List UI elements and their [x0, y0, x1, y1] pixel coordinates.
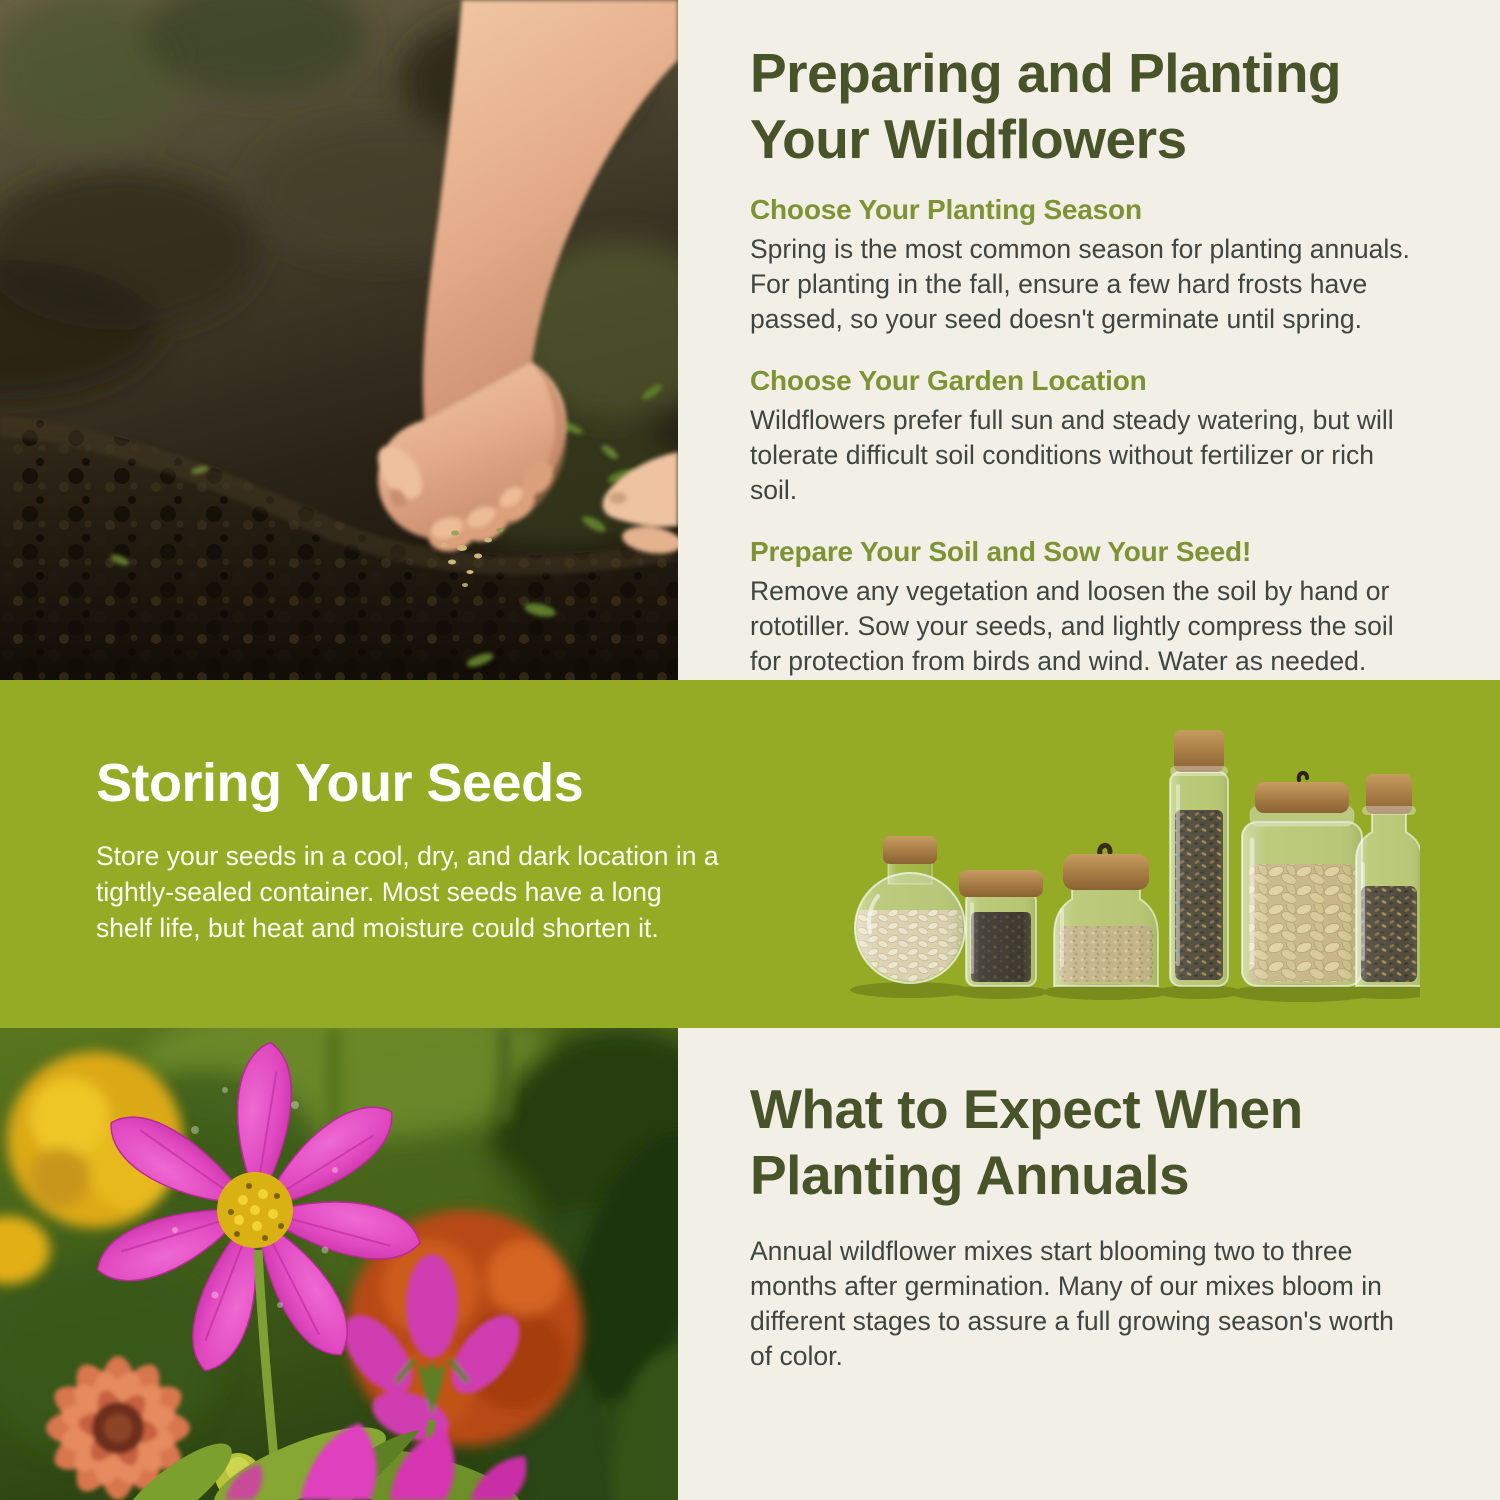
- sowing-photo: [0, 0, 678, 680]
- preparing-panel: [678, 0, 1500, 680]
- expect-title-line2: Planting Annuals: [750, 1144, 1190, 1206]
- tip-garden-location: [750, 365, 1442, 508]
- storing-title: Storing Your Seeds: [96, 753, 584, 813]
- jar-tan-seeds: [1054, 845, 1158, 986]
- jar-dark-seeds: [959, 870, 1043, 986]
- section-storing: [0, 680, 1500, 1028]
- tip-body: Spring is the most common season for planting annuals. For planting in the fall, ensure a few hard frosts have passed, so your seed doesn't germinate until spring.: [750, 234, 1410, 334]
- sowing-photo-illustration: [0, 0, 678, 680]
- expect-title-line1: What to Expect When: [750, 1078, 1303, 1140]
- jar-white-beans: [854, 836, 966, 986]
- jar-tall-tube: [1170, 730, 1228, 986]
- storing-text: [0, 680, 724, 946]
- seed-jars-photo: [848, 714, 1420, 1006]
- section-preparing: [0, 0, 1500, 680]
- storing-body: Store your seeds in a cool, dry, and dark location in a tightly-sealed container. Most seeds have a long shelf life, but heat and moisture could shorten it.: [96, 841, 719, 943]
- expect-body: Annual wildflower mixes start blooming two to three months after germination. Many of our mixes bloom in different stages to assure a full growing season's worth of color.: [750, 1236, 1394, 1371]
- expect-panel: [678, 1028, 1500, 1500]
- seed-jars-illustration: [848, 714, 1420, 1006]
- preparing-title-line1: Preparing and Planting: [750, 42, 1342, 104]
- tip-prepare-soil: [750, 536, 1442, 679]
- jar-pumpkin-seeds: [1242, 773, 1362, 986]
- expect-title: [750, 1076, 1442, 1208]
- tip-heading: Prepare Your Soil and Sow Your Seed!: [750, 536, 1252, 567]
- tip-body: Remove any vegetation and loosen the soil by hand or rototiller. Sow your seeds, and lightly compress the soil for protection from birds and wind. Water as needed.: [750, 576, 1394, 676]
- tip-heading: Choose Your Garden Location: [750, 365, 1147, 396]
- preparing-title: [750, 40, 1442, 172]
- preparing-title-line2: Your Wildflowers: [750, 108, 1187, 170]
- tip-body: Wildflowers prefer full sun and steady watering, but will tolerate difficult soil conditions without fertilizer or rich soil.: [750, 405, 1394, 505]
- tip-planting-season: [750, 194, 1442, 337]
- section-expect: [0, 1028, 1500, 1500]
- flowers-illustration: [0, 1028, 678, 1500]
- jar-mixed-seeds: [1356, 774, 1420, 986]
- tip-heading: Choose Your Planting Season: [750, 194, 1142, 225]
- flowers-photo: [0, 1028, 678, 1500]
